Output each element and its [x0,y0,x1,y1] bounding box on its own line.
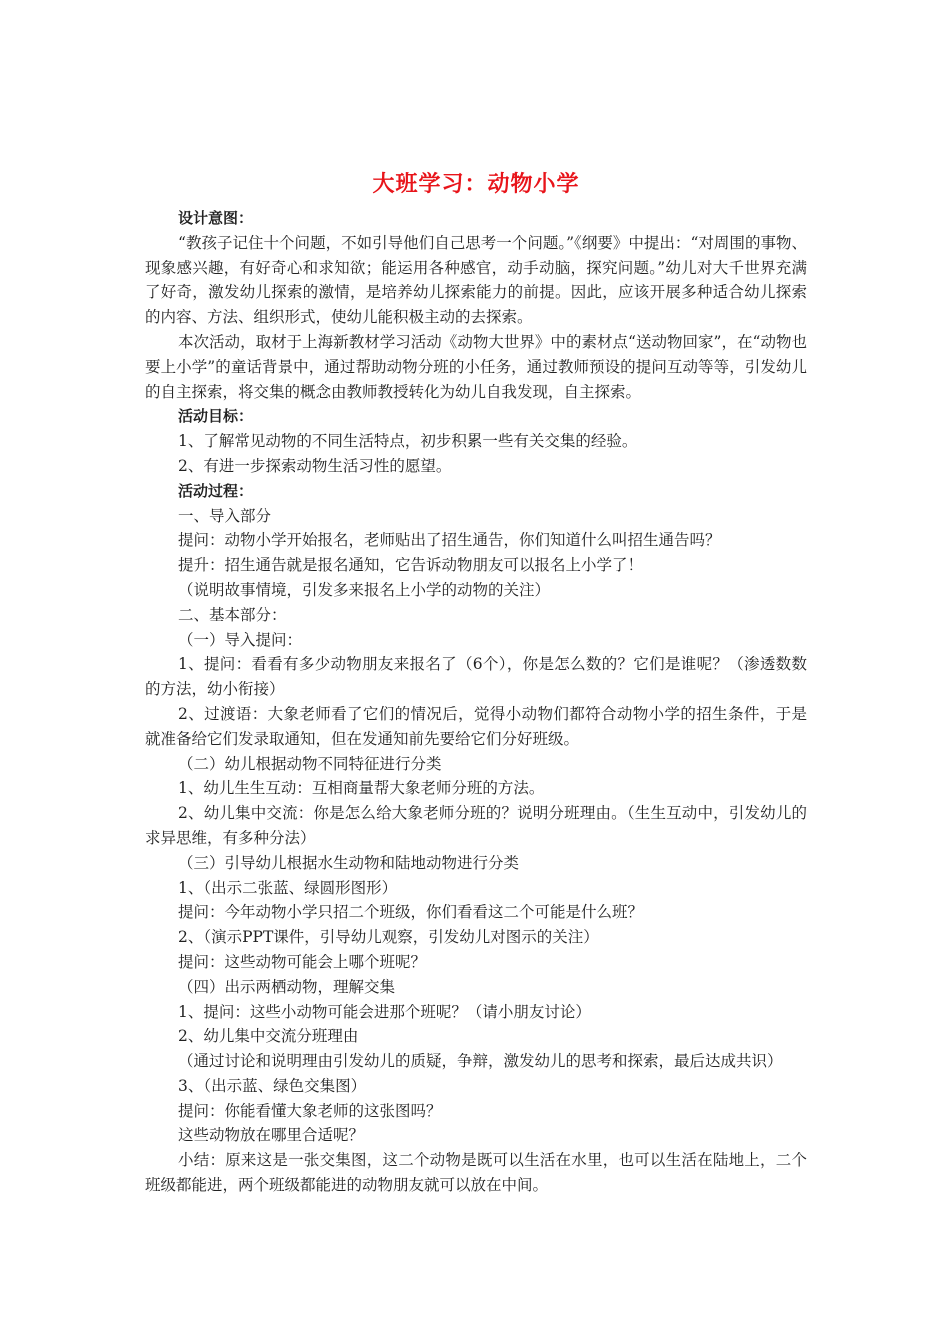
process-line: 提问：你能看懂大象老师的这张图吗？ [178,1101,442,1120]
process-line: 二、基本部分： [178,605,287,624]
process-line: 1、幼儿生生互动：互相商量帮大象老师分班的方法。 [178,779,545,798]
process-line: 提问：动物小学开始报名，老师贴出了招生通告，你们知道什么叫招生通告吗？ [178,531,721,550]
process-line: 提问：这些动物可能会上哪个班呢？ [178,952,427,971]
process-line: 提问：今年动物小学只招二个班级，你们看看这二个可能是什么班？ [178,903,644,922]
process-line: 这些动物放在哪里合适呢？ [178,1126,365,1145]
process-line: （三）引导幼儿根据水生动物和陆地动物进行分类 [178,853,520,872]
process-line: 1、提问：这些小动物可能会进那个班呢？（请小朋友讨论） [178,1002,591,1021]
process-heading: 活动过程： [178,481,254,500]
design-heading: 设计意图： [178,209,254,227]
process-line: （四）出示两栖动物，理解交集 [178,977,396,996]
document-page [145,160,807,1198]
document-title: 大班学习：动物小学 [372,172,580,197]
goal-item: 1、了解常见动物的不同生活特点，初步积累一些有关交集的经验。 [178,432,638,451]
process-paragraph: 2、过渡语：大象老师看了它们的情况后，觉得小动物们都符合动物小学的招生条件，于是就准备给它们发录取通知，但在发通知前先要给它们分好班级。 [145,704,807,748]
goal-item: 2、有进一步探索动物生活习性的愿望。 [178,456,452,475]
process-paragraph: 2、幼儿集中交流：你是怎么给大象老师分班的？说明分班理由。（生生互动中，引发幼儿的求异思维，有多种分法） [145,804,807,847]
goals-heading: 活动目标： [178,407,254,426]
process-line: 2、幼儿集中交流分班理由 [178,1027,359,1046]
process-line: 1、（出示二张蓝、绿圆形图形） [178,878,398,897]
process-line: （二）幼儿根据动物不同特征进行分类 [178,754,442,773]
design-paragraph-2: 本次活动，取材于上海新教材学习活动《动物大世界》中的素材点“送动物回家”，在“动物也要上小学”的童话背景中，通过帮助动物分班的小任务，通过教师预设的提问互动等等，引发幼儿的自主探索，将交集的概念由教师教授转化为幼儿自我发现，自主探索。 [145,332,807,401]
process-line: 3、（出示蓝、绿色交集图） [178,1076,367,1095]
process-line: （通过讨论和说明理由引发幼儿的质疑，争辩，激发幼儿的思考和探索，最后达成共识） [178,1052,783,1071]
process-line: 一、导入部分 [178,506,272,525]
process-paragraph: 1、提问：看看有多少动物朋友来报名了（6个），你是怎么数的？它们是谁呢？（渗透数数的方法，幼小衔接） [145,655,807,699]
process-paragraph: 小结：原来这是一张交集图，这二个动物是既可以生活在水里，也可以生活在陆地上，二个班级都能进，两个班级都能进的动物朋友就可以放在中间。 [145,1151,807,1195]
process-line: 提升：招生通告就是报名通知，它告诉动物朋友可以报名上小学了！ [178,556,644,575]
process-line: （一）导入提问： [178,630,303,649]
design-paragraph-1: “教孩子记住十个问题，不如引导他们自己思考一个问题。”《纲要》中提出：“对周围的事物、现象感兴趣，有好奇心和求知欲；能运用各种感官，动手动脑，探究问题。”幼儿对大千世界充满了好奇，激发幼儿探索的激情，是培养幼儿探索能力的前提。因此，应该开展多种适合幼儿探索的内容、方法、组织形式，使幼儿能积极主动的去探索。 [145,233,807,327]
process-line: （说明故事情境，引发多来报名上小学的动物的关注） [178,580,551,599]
process-line: 2、（演示PPT课件，引导幼儿观察，引发幼儿对图示的关注） [178,928,599,947]
